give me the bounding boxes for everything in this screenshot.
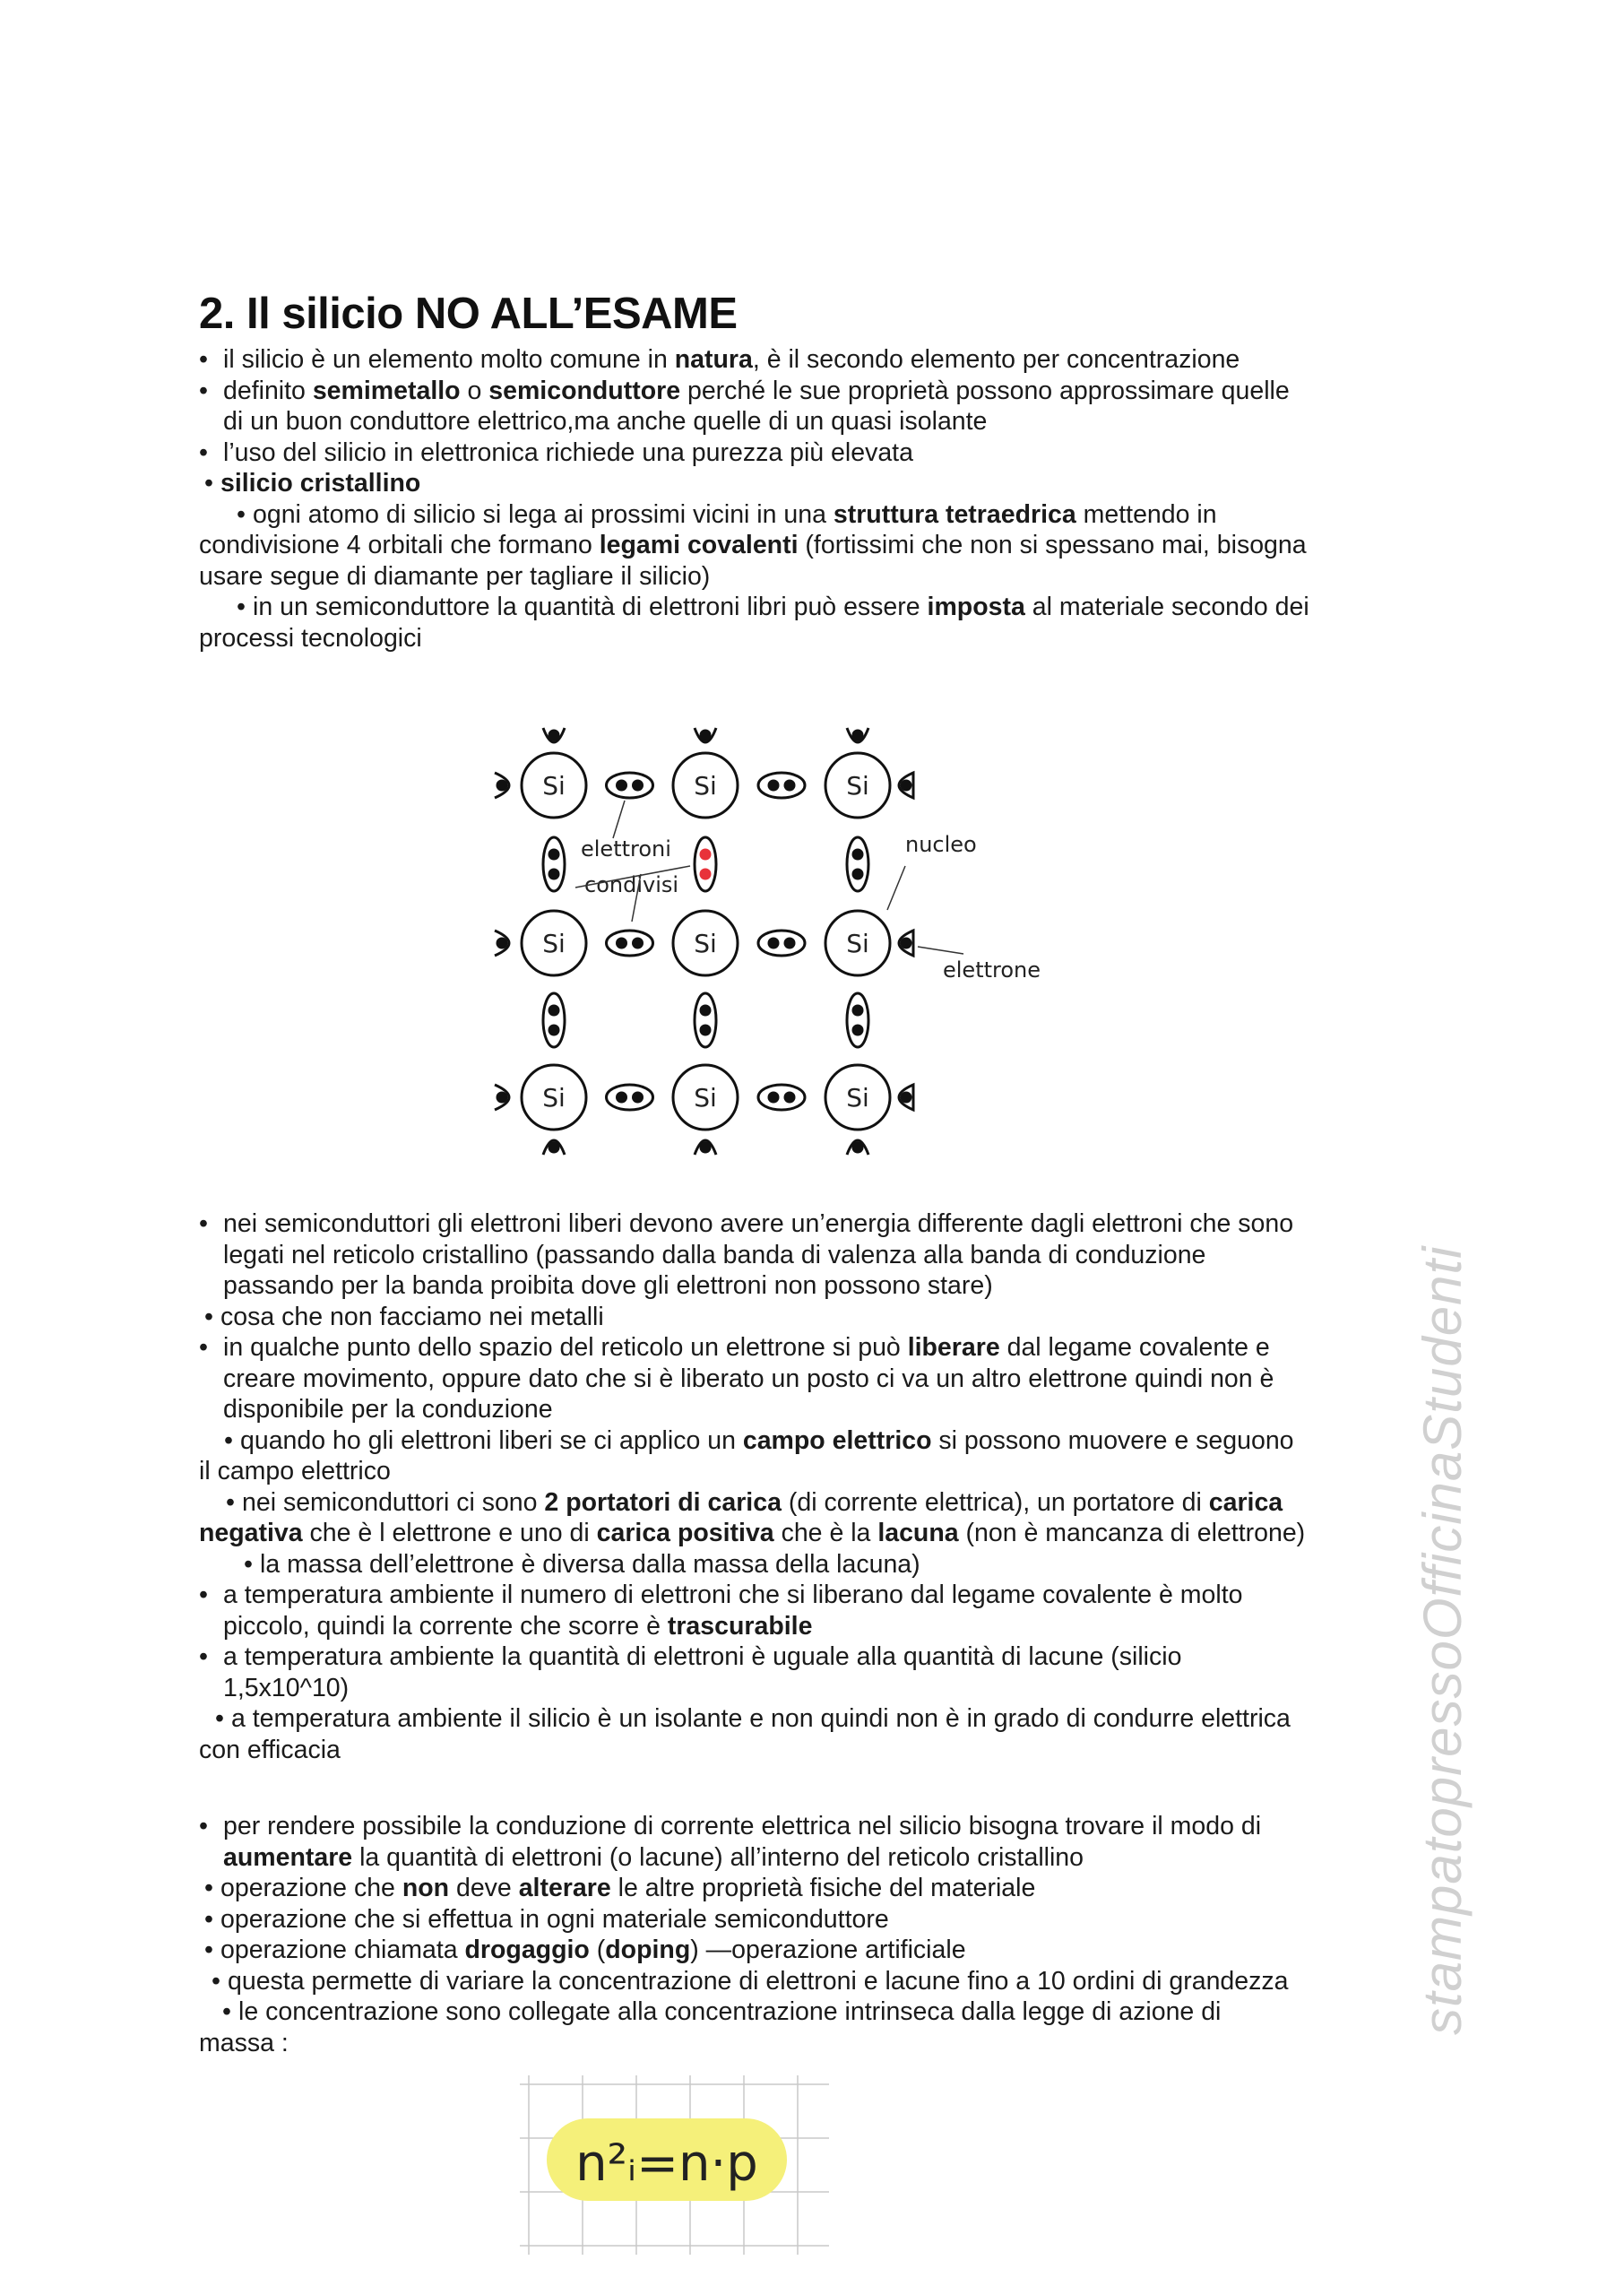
bold-term: alterare xyxy=(518,1874,611,1902)
bold-term: imposta xyxy=(927,593,1025,621)
electron-dot xyxy=(852,1005,864,1017)
line-text xyxy=(223,1240,1205,1271)
text-run: la quantità di elettroni (o lacune) all’interno del reticolo cristallino xyxy=(352,1842,1084,1872)
atom-label: Si xyxy=(542,1083,566,1113)
bond-orbital xyxy=(847,993,868,1047)
bullet: • xyxy=(224,1425,233,1455)
line-text xyxy=(223,1673,349,1704)
bullet: • xyxy=(199,1812,208,1840)
leader-line xyxy=(887,866,905,910)
atom-label: Si xyxy=(846,771,869,801)
text-run: operazione chiamata xyxy=(220,1936,465,1964)
atom-label: Si xyxy=(694,771,717,801)
text-line xyxy=(199,1873,1436,1904)
bold-term: doping xyxy=(605,1936,691,1964)
electron-dot xyxy=(784,1092,796,1104)
line-text xyxy=(260,1549,920,1581)
bullet: • xyxy=(199,376,208,405)
electron-dot xyxy=(616,938,627,949)
text-run: nei semiconduttori ci sono xyxy=(242,1487,545,1517)
text-run: (fortissimi che non si spessano mai, bisogna xyxy=(798,531,1307,559)
text-run: si possono muovere e seguono xyxy=(931,1425,1294,1455)
electron-dot xyxy=(700,730,712,741)
text-line xyxy=(199,1641,1436,1673)
line-text xyxy=(223,1580,1242,1611)
text-run: al materiale secondo dei xyxy=(1024,593,1309,621)
bold-term: campo elettrico xyxy=(742,1425,932,1455)
bold-term: aumentare xyxy=(223,1842,353,1872)
line-text xyxy=(223,1611,812,1642)
text-line xyxy=(199,1332,1436,1364)
electron-dot xyxy=(768,780,780,792)
bullet: • xyxy=(237,499,246,529)
electron-dot xyxy=(700,869,712,880)
line-text xyxy=(199,2028,289,2059)
text-line xyxy=(199,1842,1436,1874)
electron-dot xyxy=(901,780,912,792)
bullet: • xyxy=(226,1487,235,1517)
text-run: o xyxy=(460,376,489,405)
electron-dot xyxy=(549,1005,560,1017)
text-run: operazione che si effettua in ogni materiale semiconduttore xyxy=(220,1904,889,1934)
bold-term: lacuna xyxy=(877,1519,959,1547)
text-run: deve xyxy=(449,1874,519,1902)
bold-term: trascurabile xyxy=(667,1611,813,1641)
bond-orbital xyxy=(695,837,716,891)
watermark: stampatopressoOfficinaStudenti xyxy=(1412,1245,1473,2035)
bond-orbital xyxy=(607,931,653,956)
atom-label: Si xyxy=(694,929,717,958)
text-line xyxy=(199,1966,1436,1997)
bullet: • xyxy=(204,469,213,498)
electron-dot xyxy=(901,1092,912,1104)
bullet: • xyxy=(212,1966,220,1996)
line-text xyxy=(238,1996,1221,2028)
text-run: , è il secondo elemento per concentrazione xyxy=(752,345,1240,374)
text-run: processi tecnologici xyxy=(199,623,422,653)
text-run: questa permette di variare la concentrazione di elettroni e lacune fino a 10 ordini di grandezza xyxy=(228,1966,1289,1996)
text-run: ( xyxy=(589,1936,606,1964)
bond-orbital xyxy=(607,773,653,798)
bold-term: semimetallo xyxy=(312,376,461,405)
text-run: dal legame covalente e xyxy=(999,1333,1270,1362)
text-line xyxy=(199,1935,1436,1966)
line-text xyxy=(223,1842,1084,1874)
text-line xyxy=(199,1549,1436,1581)
bond-orbital xyxy=(758,773,805,798)
atom-label: Si xyxy=(846,1083,869,1113)
text-run: creare movimento, oppure dato che si è liberato un posto ci va un altro elettrone quindi non è xyxy=(223,1364,1274,1393)
text-run: che è l elettrone e uno di xyxy=(302,1519,597,1547)
line-text xyxy=(220,1302,604,1333)
electron-dot xyxy=(852,1025,864,1036)
bullet: • xyxy=(199,1209,208,1238)
atom-label: Si xyxy=(542,929,566,958)
text-run: l’uso del silicio in elettronica richiede una purezza più elevata xyxy=(223,437,913,467)
bullet: • xyxy=(215,1704,224,1733)
bold-term: semiconduttore xyxy=(488,376,681,405)
electron-dot xyxy=(549,730,560,741)
text-run: legati nel reticolo cristallino (passando dalla banda di valenza alla banda di conduzione xyxy=(223,1240,1206,1269)
text-run: in qualche punto dello spazio del reticolo un elettrone si può xyxy=(223,1333,908,1362)
bullet: • xyxy=(199,345,208,374)
text-line xyxy=(199,2028,1436,2059)
bond-orbital xyxy=(758,1085,805,1110)
electron-dot xyxy=(700,1142,712,1154)
bullet: • xyxy=(204,1904,213,1934)
text-run: il campo elettrico xyxy=(199,1457,391,1485)
electron-dot xyxy=(632,1092,644,1104)
electron-dot xyxy=(852,730,864,741)
text-line xyxy=(199,1996,1436,2028)
mass-action-formula: n²ᵢ=n·p xyxy=(575,2135,758,2193)
text-run: quando ho gli elettroni liberi se ci applico un xyxy=(240,1425,743,1455)
electron-dot xyxy=(852,869,864,880)
text-run: di un buon conduttore elettrico,ma anche quelle di un quasi isolante xyxy=(223,407,988,436)
electron-dot xyxy=(549,849,560,861)
bold-term: carica positiva xyxy=(596,1519,774,1547)
text-line xyxy=(199,1518,1436,1549)
text-run: perché le sue proprietà possono approssimare quelle xyxy=(680,376,1290,405)
bold-term: natura xyxy=(674,345,753,374)
text-run: (di corrente elettrica), un portatore di xyxy=(781,1487,1209,1517)
text-line xyxy=(199,1673,1436,1704)
text-line xyxy=(199,1394,1436,1425)
text-run: piccolo, quindi la corrente che scorre è xyxy=(223,1611,668,1641)
line-text xyxy=(242,1487,1283,1519)
bullet: • xyxy=(204,1874,213,1902)
bullet: • xyxy=(199,437,208,467)
atom-label: Si xyxy=(694,1083,717,1113)
bold-term: non xyxy=(402,1874,450,1902)
bullet: • xyxy=(199,1642,208,1671)
text-run: massa : xyxy=(199,2028,289,2057)
electron-dot xyxy=(901,938,912,949)
text-run: passando per la banda proibita dove gli elettroni non possono stare) xyxy=(223,1271,993,1300)
text-run: cosa che non facciamo nei metalli xyxy=(220,1302,604,1331)
electron-dot xyxy=(784,938,796,949)
line-text xyxy=(223,1208,1293,1240)
text-run: (non è mancanza di elettrone) xyxy=(958,1519,1306,1547)
electron-dot xyxy=(768,938,780,949)
line-text xyxy=(223,1364,1274,1395)
line-text xyxy=(223,1811,1261,1842)
bold-term: liberare xyxy=(907,1333,1000,1362)
text-line xyxy=(199,1611,1436,1642)
bond-orbital xyxy=(758,931,805,956)
electron-dot xyxy=(852,1142,864,1154)
bold-term: struttura tetraedrica xyxy=(833,499,1076,529)
bullet: • xyxy=(222,1997,231,2026)
text-run: il silicio è un elemento molto comune in xyxy=(223,345,675,374)
electron-dot xyxy=(700,849,712,861)
label-shared-electrons-line1: elettroni xyxy=(581,836,671,862)
text-run: per rendere possibile la conduzione di corrente elettrica nel silicio bisogna trovare il modo di xyxy=(223,1812,1262,1840)
text-line xyxy=(199,1302,1436,1333)
bold-term: drogaggio xyxy=(464,1936,590,1964)
text-line xyxy=(199,1456,1436,1487)
text-line xyxy=(199,1811,1436,1842)
line-text xyxy=(223,1270,993,1302)
electron-dot xyxy=(768,1092,780,1104)
text-line xyxy=(199,1487,1436,1519)
electron-dot xyxy=(497,938,508,949)
text-run: disponibile per la conduzione xyxy=(223,1395,553,1424)
text-line xyxy=(199,1240,1436,1271)
bond-orbital xyxy=(543,993,565,1047)
bullet: • xyxy=(204,1302,213,1331)
electron-dot xyxy=(549,869,560,880)
text-run: ogni atomo di silicio si lega ai prossimi vicini in una xyxy=(253,499,834,529)
page-title: 2. Il silicio NO ALL’ESAME xyxy=(199,290,738,338)
text-line xyxy=(199,1270,1436,1302)
electron-dot xyxy=(549,1025,560,1036)
text-run: condivisione 4 orbitali che formano xyxy=(199,531,600,559)
text-run: nei semiconduttori gli elettroni liberi devono avere un’energia differente dagli elettroni che sono xyxy=(223,1209,1294,1238)
text-run: mettendo in xyxy=(1075,499,1217,529)
text-line xyxy=(199,1735,1436,1766)
text-run: a temperatura ambiente il silicio è un isolante e non quindi non è in grado di condurre elettrica xyxy=(231,1704,1291,1733)
bond-orbital xyxy=(847,837,868,891)
label-shared-electrons-line2: condivisi xyxy=(584,872,679,897)
text-line xyxy=(199,1580,1436,1611)
text-run: le altre proprietà fisiche del materiale xyxy=(610,1874,1036,1902)
text-run: le concentrazione sono collegate alla concentrazione intrinseca dalla legge di azione di xyxy=(238,1997,1222,2026)
line-text xyxy=(223,1394,553,1425)
line-text xyxy=(228,1966,1288,1997)
line-text xyxy=(199,1735,341,1766)
electron-dot xyxy=(700,1005,712,1017)
line-text xyxy=(199,1518,1305,1549)
line-text xyxy=(231,1703,1291,1735)
text-run: che è la xyxy=(773,1519,878,1547)
text-run: con efficacia xyxy=(199,1735,341,1764)
bullet: • xyxy=(237,593,246,621)
text-run: a temperatura ambiente la quantità di elettroni è uguale alla quantità di lacune (silicio xyxy=(223,1642,1182,1671)
section-doping xyxy=(199,1811,1436,2058)
text-line xyxy=(199,1703,1436,1735)
electron-dot xyxy=(632,780,644,792)
line-text xyxy=(223,1641,1181,1673)
electron-dot xyxy=(497,780,508,792)
electron-dot xyxy=(549,1142,560,1154)
bold-term: carica xyxy=(1208,1487,1283,1517)
line-text xyxy=(223,1332,1270,1364)
line-text xyxy=(220,1873,1035,1904)
electron-dot xyxy=(784,780,796,792)
bold-term: legami covalenti xyxy=(599,531,799,559)
text-run: usare segue di diamante per tagliare il silicio) xyxy=(199,561,711,591)
bond-orbital xyxy=(607,1085,653,1110)
electron-dot xyxy=(852,849,864,861)
line-text xyxy=(220,1935,966,1966)
formula-box xyxy=(520,2075,829,2255)
electron-dot xyxy=(700,1025,712,1036)
line-text xyxy=(199,1456,391,1487)
electron-dot xyxy=(616,1092,627,1104)
electron-dot xyxy=(497,1092,508,1104)
text-line xyxy=(199,1904,1436,1936)
text-run: la massa dell’elettrone è diversa dalla massa della lacuna) xyxy=(260,1549,920,1579)
electron-dot xyxy=(616,780,627,792)
bullet: • xyxy=(199,1333,208,1362)
leader-line xyxy=(613,801,625,838)
bullet: • xyxy=(199,1581,208,1609)
text-run: 1,5x10^10) xyxy=(223,1673,350,1702)
text-run: ) —operazione artificiale xyxy=(690,1936,966,1964)
text-line xyxy=(199,1425,1436,1457)
line-text xyxy=(240,1425,1294,1457)
atom-label: Si xyxy=(846,929,869,958)
bold-term: silicio cristallino xyxy=(220,469,421,498)
electron-dot xyxy=(632,938,644,949)
bold-term: negativa xyxy=(199,1519,303,1547)
leader-line xyxy=(918,947,963,954)
bullet: • xyxy=(244,1549,253,1579)
text-line xyxy=(199,1364,1436,1395)
atom-label: Si xyxy=(542,771,566,801)
text-run: a temperatura ambiente il numero di elettroni che si liberano dal legame covalente è molto xyxy=(223,1581,1243,1609)
text-run: operazione che xyxy=(220,1874,402,1902)
grid-background xyxy=(520,2075,829,2255)
label-electron: elettrone xyxy=(943,957,1041,983)
line-text xyxy=(220,1904,889,1936)
text-run: in un semiconduttore la quantità di elettroni libri può essere xyxy=(253,593,928,621)
bond-orbital xyxy=(695,993,716,1047)
bold-term: 2 portatori di carica xyxy=(544,1487,782,1517)
label-nucleus: nucleo xyxy=(905,832,977,857)
bullet: • xyxy=(204,1936,213,1964)
bond-orbital xyxy=(543,837,565,891)
text-run: definito xyxy=(223,376,313,405)
section-semiconductors xyxy=(199,1208,1436,1765)
text-line xyxy=(199,1208,1436,1240)
